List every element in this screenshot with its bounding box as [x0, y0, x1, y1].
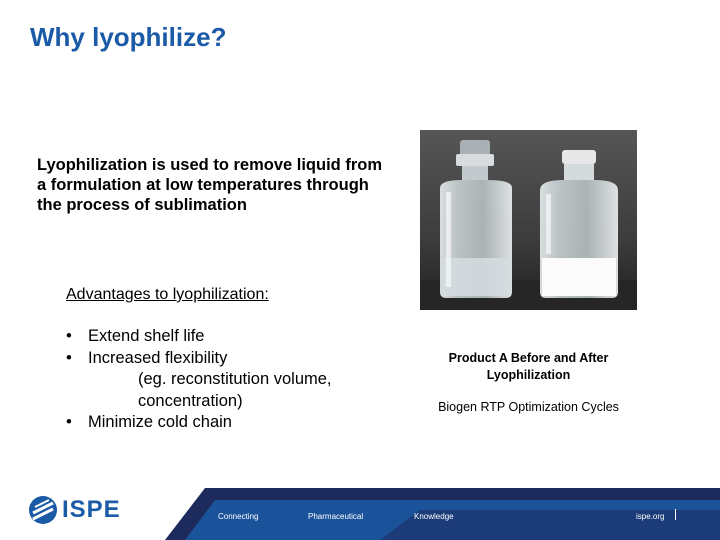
ispe-logo-text: ISPE [62, 496, 121, 523]
footer-divider [675, 509, 676, 520]
bullet-text: Increased flexibility [88, 348, 228, 367]
advantages-list [66, 326, 386, 434]
list-item [66, 348, 386, 370]
footer-word-pharmaceutical: Pharmaceutical [308, 512, 364, 521]
bullet-subtext: (eg. reconstitution volume, concentration) [138, 370, 332, 410]
intro-text: Lyophilization is used to remove liquid from a formulation at low temperatures through the process of sublimation [37, 156, 383, 214]
footer-word-connecting: Connecting [218, 512, 259, 521]
vials-illustration [420, 130, 637, 310]
bullet-text: Extend shelf life [88, 327, 205, 345]
vials-photo [420, 130, 637, 310]
ispe-logo-icon [28, 495, 58, 530]
list-item [66, 326, 386, 348]
footer-site-link[interactable]: ispe.org [636, 512, 665, 521]
slide-title: Why lyophilize? [30, 22, 227, 52]
bullet-marker: • [66, 413, 72, 431]
figure-subcaption: Biogen RTP Optimization Cycles [438, 400, 619, 414]
bullet-marker: • [66, 348, 72, 367]
bullet-text: Minimize cold chain [88, 413, 232, 431]
bullet-marker: • [66, 327, 72, 345]
figure-caption: Product A Before and After Lyophilization [448, 351, 609, 382]
footer-word-knowledge: Knowledge [414, 512, 454, 521]
list-item [66, 412, 386, 434]
advantages-heading: Advantages to lyophilization: [66, 286, 269, 303]
